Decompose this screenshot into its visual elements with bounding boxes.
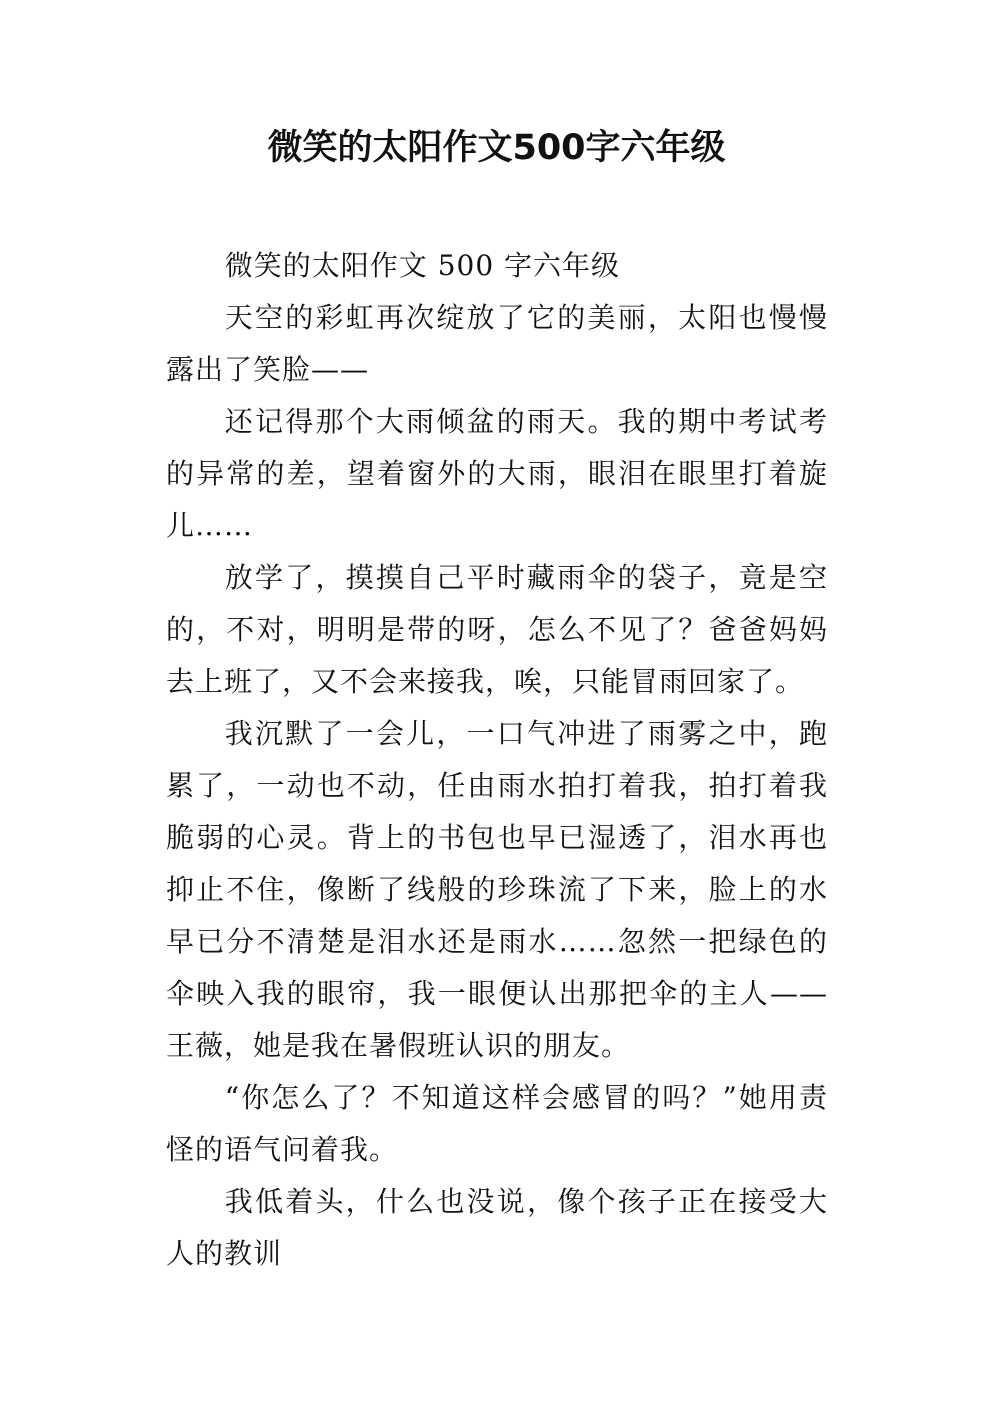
paragraph: 放学了，摸摸自己平时藏雨伞的袋子，竟是空的，不对，明明是带的呀，怎么不见了？爸爸妈妈去上班了，又不会来接我，唉，只能冒雨回家了。 [166, 561, 828, 698]
paragraph: 我沉默了一会儿，一口气冲进了雨雾之中，跑累了，一动也不动，任由雨水拍打着我，拍打着我脆弱的心灵。背上的书包也早已湿透了，泪水再也抑止不住，像断了线般的珍珠流了下来，脸上的水早已分不清楚是泪水还是雨水……忽然一把绿色的伞映入我的眼帘，我一眼便认出那把伞的主人——王薇，她是我在暑假班认识的朋友。 [166, 717, 828, 1062]
document-title: 微笑的太阳作文500字六年级 [267, 128, 726, 168]
paragraph: 还记得那个大雨倾盆的雨天。我的期中考试考的异常的差，望着窗外的大雨，眼泪在眼里打着旋儿…… [166, 405, 828, 542]
paragraph: “你怎么了？不知道这样会感冒的吗？”她用责怪的语气问着我。 [166, 1081, 828, 1166]
paragraph: 我低着头，什么也没说，像个孩子正在接受大人的教训 [166, 1185, 828, 1270]
paragraph-subtitle: 微笑的太阳作文 500 字六年级 [224, 249, 621, 282]
paragraph: 天空的彩虹再次绽放了它的美丽，太阳也慢慢露出了笑脸—— [166, 301, 828, 386]
document-body [166, 240, 828, 1280]
